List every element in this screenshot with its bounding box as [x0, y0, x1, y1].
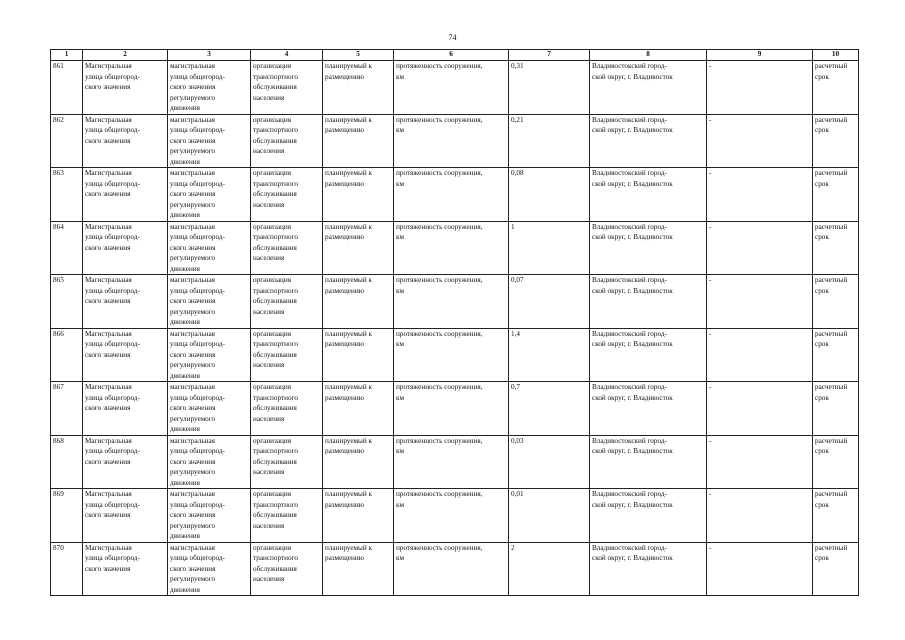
cell-purpose: организация транспортного обслуживания населения: [251, 221, 323, 275]
cell-value: 0,08: [509, 168, 590, 222]
column-header: 1: [51, 50, 83, 61]
cell-purpose: организация транспортного обслуживания населения: [251, 542, 323, 596]
cell-location: Владивостокский город- ской округ, г. Владивосток: [590, 114, 707, 168]
cell-value: 1,4: [509, 328, 590, 382]
column-header: 7: [509, 50, 590, 61]
cell-name: Магистральная улица общегород- ского значения: [83, 542, 168, 596]
cell-type: магистральная улица общегород- ского значения регулируемого движения: [168, 168, 251, 222]
cell-location: Владивостокский город- ской округ, г. Владивосток: [590, 168, 707, 222]
cell-term: расчетный срок: [813, 542, 859, 596]
cell-purpose: организация транспортного обслуживания населения: [251, 61, 323, 115]
column-header: 9: [707, 50, 813, 61]
cell-number: 864: [51, 221, 83, 275]
cell-purpose: организация транспортного обслуживания населения: [251, 275, 323, 329]
cell-characteristic: протяженность сооружения, км: [394, 328, 509, 382]
cell-zone: -: [707, 435, 813, 489]
cell-type: магистральная улица общегород- ского значения регулируемого движения: [168, 542, 251, 596]
cell-number: 870: [51, 542, 83, 596]
cell-name: Магистральная улица общегород- ского значения: [83, 61, 168, 115]
cell-number: 865: [51, 275, 83, 329]
cell-characteristic: протяженность сооружения, км: [394, 542, 509, 596]
cell-status: планируемый к размещению: [323, 275, 394, 329]
cell-zone: -: [707, 114, 813, 168]
cell-number: 861: [51, 61, 83, 115]
cell-number: 869: [51, 489, 83, 543]
cell-status: планируемый к размещению: [323, 221, 394, 275]
cell-name: Магистральная улица общегород- ского значения: [83, 221, 168, 275]
cell-value: 2: [509, 542, 590, 596]
table-row: [51, 61, 859, 115]
cell-number: 863: [51, 168, 83, 222]
cell-term: расчетный срок: [813, 328, 859, 382]
cell-name: Магистральная улица общегород- ского значения: [83, 168, 168, 222]
cell-type: магистральная улица общегород- ского значения регулируемого движения: [168, 221, 251, 275]
cell-characteristic: протяженность сооружения, км: [394, 435, 509, 489]
cell-purpose: организация транспортного обслуживания населения: [251, 168, 323, 222]
column-header: 8: [590, 50, 707, 61]
cell-location: Владивостокский город- ской округ, г. Владивосток: [590, 382, 707, 436]
cell-status: планируемый к размещению: [323, 489, 394, 543]
cell-value: 0,01: [509, 489, 590, 543]
cell-location: Владивостокский город- ской округ, г. Владивосток: [590, 328, 707, 382]
cell-type: магистральная улица общегород- ского значения регулируемого движения: [168, 114, 251, 168]
cell-location: Владивостокский город- ской округ, г. Владивосток: [590, 221, 707, 275]
cell-term: расчетный срок: [813, 275, 859, 329]
cell-zone: -: [707, 328, 813, 382]
cell-value: 0,07: [509, 275, 590, 329]
table-row: [51, 542, 859, 596]
cell-name: Магистральная улица общегород- ского значения: [83, 275, 168, 329]
cell-characteristic: протяженность сооружения, км: [394, 168, 509, 222]
cell-term: расчетный срок: [813, 489, 859, 543]
cell-characteristic: протяженность сооружения, км: [394, 221, 509, 275]
table-row: [51, 435, 859, 489]
cell-zone: -: [707, 275, 813, 329]
cell-location: Владивостокский город- ской округ, г. Владивосток: [590, 542, 707, 596]
cell-value: 1: [509, 221, 590, 275]
cell-characteristic: протяженность сооружения, км: [394, 382, 509, 436]
cell-status: планируемый к размещению: [323, 382, 394, 436]
page-number: 74: [448, 33, 457, 42]
cell-characteristic: протяженность сооружения, км: [394, 489, 509, 543]
cell-number: 868: [51, 435, 83, 489]
table-row: [51, 382, 859, 436]
cell-status: планируемый к размещению: [323, 168, 394, 222]
table-row: [51, 489, 859, 543]
cell-characteristic: протяженность сооружения, км: [394, 275, 509, 329]
cell-zone: -: [707, 61, 813, 115]
cell-value: 0,03: [509, 435, 590, 489]
cell-term: расчетный срок: [813, 221, 859, 275]
cell-location: Владивостокский город- ской округ, г. Владивосток: [590, 489, 707, 543]
table-row: [51, 221, 859, 275]
cell-number: 862: [51, 114, 83, 168]
cell-value: 0,31: [509, 61, 590, 115]
cell-type: магистральная улица общегород- ского значения регулируемого движения: [168, 435, 251, 489]
cell-zone: -: [707, 489, 813, 543]
cell-term: расчетный срок: [813, 114, 859, 168]
column-header: 6: [394, 50, 509, 61]
cell-term: расчетный срок: [813, 61, 859, 115]
table-header-row: [51, 50, 859, 61]
cell-name: Магистральная улица общегород- ского значения: [83, 435, 168, 489]
objects-table: [50, 49, 859, 596]
cell-value: 0,21: [509, 114, 590, 168]
cell-status: планируемый к размещению: [323, 542, 394, 596]
table-row: [51, 114, 859, 168]
cell-status: планируемый к размещению: [323, 435, 394, 489]
column-header: 4: [251, 50, 323, 61]
cell-status: планируемый к размещению: [323, 61, 394, 115]
cell-purpose: организация транспортного обслуживания населения: [251, 382, 323, 436]
cell-type: магистральная улица общегород- ского значения регулируемого движения: [168, 489, 251, 543]
cell-type: магистральная улица общегород- ского значения регулируемого движения: [168, 275, 251, 329]
cell-type: магистральная улица общегород- ского значения регулируемого движения: [168, 328, 251, 382]
cell-name: Магистральная улица общегород- ского значения: [83, 114, 168, 168]
cell-term: расчетный срок: [813, 435, 859, 489]
cell-purpose: организация транспортного обслуживания населения: [251, 114, 323, 168]
cell-status: планируемый к размещению: [323, 114, 394, 168]
table-row: [51, 275, 859, 329]
cell-number: 866: [51, 328, 83, 382]
cell-zone: -: [707, 382, 813, 436]
column-header: 2: [83, 50, 168, 61]
cell-zone: -: [707, 168, 813, 222]
cell-purpose: организация транспортного обслуживания населения: [251, 435, 323, 489]
cell-status: планируемый к размещению: [323, 328, 394, 382]
cell-zone: -: [707, 542, 813, 596]
column-header: 10: [813, 50, 859, 61]
column-header: 5: [323, 50, 394, 61]
cell-number: 867: [51, 382, 83, 436]
cell-term: расчетный срок: [813, 382, 859, 436]
cell-characteristic: протяженность сооружения, км: [394, 114, 509, 168]
cell-zone: -: [707, 221, 813, 275]
column-header: 3: [168, 50, 251, 61]
cell-type: магистральная улица общегород- ского значения регулируемого движения: [168, 61, 251, 115]
cell-location: Владивостокский город- ской округ, г. Владивосток: [590, 61, 707, 115]
cell-name: Магистральная улица общегород- ского значения: [83, 489, 168, 543]
table-body: [51, 61, 859, 596]
cell-value: 0,7: [509, 382, 590, 436]
cell-type: магистральная улица общегород- ского значения регулируемого движения: [168, 382, 251, 436]
cell-purpose: организация транспортного обслуживания населения: [251, 489, 323, 543]
cell-name: Магистральная улица общегород- ского значения: [83, 328, 168, 382]
cell-characteristic: протяженность сооружения, км: [394, 61, 509, 115]
table-row: [51, 328, 859, 382]
cell-location: Владивостокский город- ской округ, г. Владивосток: [590, 275, 707, 329]
cell-purpose: организация транспортного обслуживания населения: [251, 328, 323, 382]
table-row: [51, 168, 859, 222]
cell-location: Владивостокский город- ской округ, г. Владивосток: [590, 435, 707, 489]
cell-name: Магистральная улица общегород- ского значения: [83, 382, 168, 436]
cell-term: расчетный срок: [813, 168, 859, 222]
